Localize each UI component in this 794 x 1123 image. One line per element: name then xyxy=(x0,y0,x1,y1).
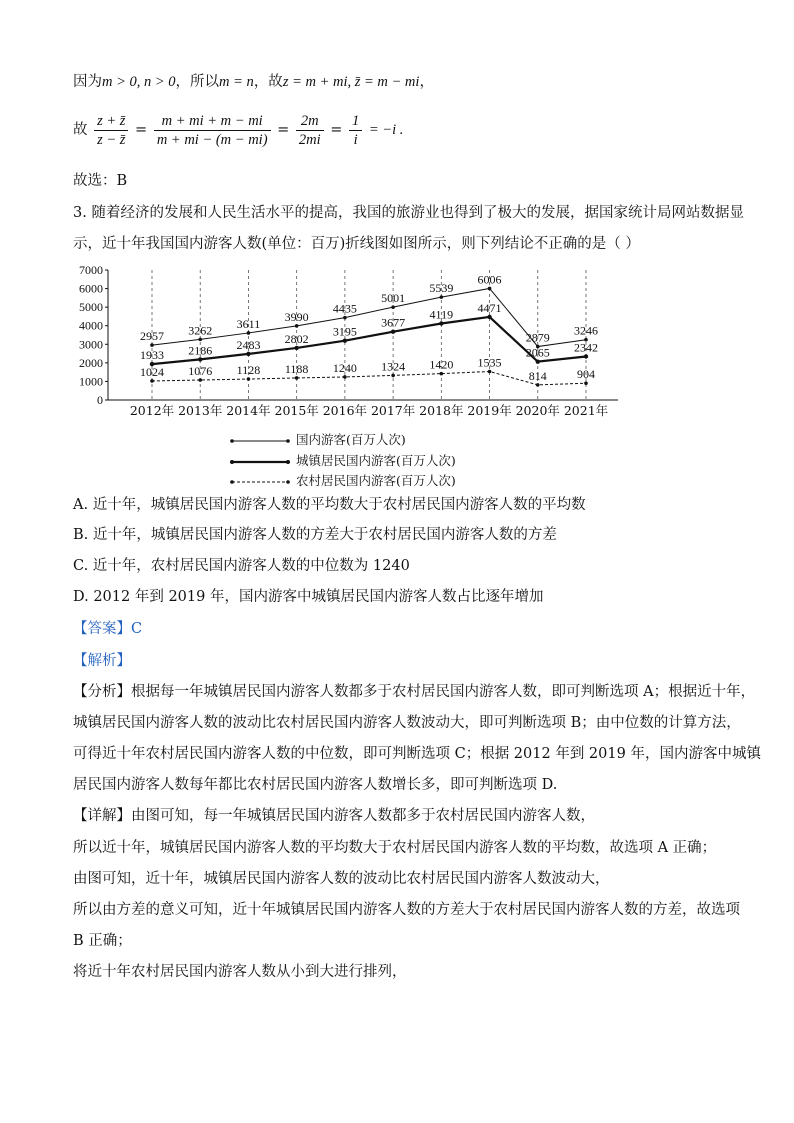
data-point xyxy=(584,381,588,385)
answer-line: 故选：B xyxy=(73,173,128,189)
data-label: 5001 xyxy=(381,291,406,306)
answer-tag: 【答案】C xyxy=(73,621,143,637)
y-tick-label: 7000 xyxy=(79,263,103,277)
numerator: z + z̄ xyxy=(94,112,128,131)
question-3-line-1: 3. 随着经济的发展和人民生活水平的提高，我国的旅游业也得到了极大的发展，据国家统计局网站数据显 xyxy=(73,205,744,221)
data-point xyxy=(488,287,492,291)
line-fraction xyxy=(73,111,403,149)
denominator: 2mi xyxy=(298,131,321,148)
data-label: 2342 xyxy=(574,340,598,355)
legend-swatch xyxy=(230,437,290,445)
numerator: m + mi + m − mi xyxy=(154,112,271,131)
option-b: B. 近十年，城镇居民国内游客人数的方差大于农村居民国内游客人数的方差 xyxy=(73,527,557,543)
data-point xyxy=(488,370,492,374)
x-tick-label: 2013年 xyxy=(178,403,223,418)
fraction-3 xyxy=(296,112,324,149)
detail-line-3: 由图可知，近十年，城镇居民国内游客人数的波动比农村居民国内游客人数波动大， xyxy=(73,871,610,887)
data-label: 1933 xyxy=(140,348,164,363)
data-point xyxy=(440,372,444,376)
data-label: 2957 xyxy=(140,329,164,344)
data-point xyxy=(391,305,395,309)
y-tick-label: 0 xyxy=(97,393,103,407)
denominator: i xyxy=(353,131,358,148)
detail-line-6: 将近十年农村居民国内游客人数从小到大进行排列， xyxy=(73,964,407,980)
data-label: 5539 xyxy=(429,281,454,296)
y-tick-label: 5000 xyxy=(79,300,103,315)
line-chart xyxy=(70,262,630,422)
data-point xyxy=(198,378,202,382)
y-tick-label: 6000 xyxy=(79,281,103,296)
line-condition xyxy=(73,72,434,92)
question-3-line-2: 示，近十年我国国内游客人数(单位：百万)折线图如图所示，则下列结论不正确的是（ ） xyxy=(73,236,640,252)
x-tick-label: 2018年 xyxy=(419,403,464,418)
data-label: 1240 xyxy=(332,360,357,375)
data-label: 3262 xyxy=(188,323,213,338)
data-label: 3677 xyxy=(381,315,406,330)
math-z: z = m + mi, z̄ = m − mi xyxy=(282,74,420,90)
data-label: 3195 xyxy=(332,324,357,339)
option-c: C. 近十年，农村居民国内游客人数的中位数为 1240 xyxy=(73,558,410,574)
text: ， xyxy=(419,74,434,90)
data-point xyxy=(295,376,299,380)
data-point xyxy=(246,352,250,356)
text: ，故 xyxy=(253,74,283,90)
data-label: 3611 xyxy=(236,316,261,331)
fraction-4 xyxy=(349,112,362,149)
data-label: 1128 xyxy=(236,363,261,378)
legend-item-domestic xyxy=(230,430,406,448)
data-label: 1024 xyxy=(140,364,164,379)
data-point xyxy=(343,338,347,342)
data-point xyxy=(440,295,444,299)
detail-line-2: 所以近十年，城镇居民国内游客人数的平均数大于农村居民国内游客人数的平均数，故选项 A 正确； xyxy=(73,840,717,856)
legend-label: 城镇居民国内游客(百万人次) xyxy=(296,453,456,468)
data-point xyxy=(294,346,298,350)
y-tick-label: 3000 xyxy=(79,337,103,352)
data-point xyxy=(584,354,588,358)
x-tick-label: 2014年 xyxy=(226,403,271,418)
data-label: 4119 xyxy=(429,307,454,322)
data-point xyxy=(439,321,443,325)
data-point xyxy=(343,316,347,320)
fraction-2 xyxy=(154,112,271,149)
data-label: 1535 xyxy=(477,355,502,370)
equals-sign: = xyxy=(330,122,343,138)
y-tick-label: 1000 xyxy=(79,374,103,389)
text: 故 xyxy=(73,122,88,138)
text: ，所以 xyxy=(175,74,220,90)
data-label: 1188 xyxy=(284,361,309,376)
data-label: 1076 xyxy=(188,364,213,379)
numerator: 2m xyxy=(296,112,324,131)
data-label: 2802 xyxy=(284,331,309,346)
x-tick-label: 2015年 xyxy=(274,403,319,418)
data-label: 1324 xyxy=(381,359,406,374)
data-label: 814 xyxy=(528,368,547,383)
equals-sign: = xyxy=(277,122,290,138)
data-point xyxy=(150,379,154,383)
analysis-line-2: 城镇居民国内游客人数的波动比农村居民国内游客人数波动大，即可判断选项 B；由中位数的计算方法， xyxy=(73,715,741,731)
fraction-1 xyxy=(94,112,128,149)
denominator: m + mi − (m − mi) xyxy=(156,131,268,148)
data-point xyxy=(536,359,540,363)
x-tick-label: 2012年 xyxy=(129,403,175,418)
legend-label: 国内游客(百万人次) xyxy=(296,432,406,447)
math-condition: m > 0, n > 0 xyxy=(102,74,176,90)
data-point xyxy=(536,383,540,387)
series-line-0 xyxy=(152,288,586,346)
x-tick-label: 2021年 xyxy=(563,403,609,418)
x-tick-label: 2019年 xyxy=(467,403,512,418)
data-label: 2879 xyxy=(525,330,550,345)
detail-line-4: 所以由方差的意义可知，近十年城镇居民国内游客人数的方差大于农村居民国内游客人数的方差，故选项 xyxy=(73,902,740,918)
math-equality: m = n xyxy=(219,74,254,90)
x-tick-label: 2016年 xyxy=(322,403,368,418)
data-point xyxy=(391,330,395,334)
analysis-line-1: 【分析】根据每一年城镇居民国内游客人数都多于农村居民国内游客人数，即可判断选项 A；根据近十年， xyxy=(73,684,756,700)
detail-line-1: 【详解】由图可知，每一年城镇居民国内游客人数都多于农村居民国内游客人数， xyxy=(73,808,595,824)
data-label: 4435 xyxy=(332,301,357,316)
data-label: 2483 xyxy=(236,337,261,352)
x-tick-label: 2017年 xyxy=(370,403,416,418)
data-point xyxy=(343,375,347,379)
data-point xyxy=(150,343,154,347)
legend-label: 农村居民国内游客(百万人次) xyxy=(296,473,456,488)
data-label: 2065 xyxy=(525,345,550,360)
legend-item-urban xyxy=(230,451,456,469)
analysis-tag: 【解析】 xyxy=(73,653,131,669)
numerator: 1 xyxy=(349,112,362,131)
data-label: 3246 xyxy=(574,323,598,338)
data-point xyxy=(247,377,251,381)
analysis-line-3: 可得近十年农村居民国内游客人数的中位数，即可判断选项 C；根据 2012 年到 2019 年，国内游客中城镇 xyxy=(73,746,761,762)
analysis-line-4: 居民国内游客人数每年都比农村居民国内游客人数增长多，即可判断选项 D. xyxy=(73,777,558,793)
text: 因为 xyxy=(73,74,102,90)
data-point xyxy=(198,338,202,342)
detail-line-5: B 正确； xyxy=(73,933,132,949)
denominator: z − z̄ xyxy=(97,131,126,148)
series-line-1 xyxy=(152,317,586,364)
data-point xyxy=(391,374,395,378)
legend-item-rural xyxy=(230,471,456,489)
data-label: 904 xyxy=(577,367,595,382)
data-point xyxy=(487,315,491,319)
equals-sign: = xyxy=(135,122,148,138)
legend-swatch xyxy=(230,478,290,486)
option-d: D. 2012 年到 2019 年，国内游客中城镇居民国内游客人数占比逐年增加 xyxy=(73,589,544,605)
data-label: 6006 xyxy=(477,272,502,287)
data-point xyxy=(247,331,251,335)
legend-swatch xyxy=(230,458,290,466)
data-label: 4471 xyxy=(477,300,502,315)
y-tick-label: 2000 xyxy=(79,355,103,370)
option-a: A. 近十年，城镇居民国内游客人数的平均数大于农村居民国内游客人数的平均数 xyxy=(73,497,586,513)
data-point xyxy=(295,324,299,328)
x-tick-label: 2020年 xyxy=(515,403,560,418)
data-label: 3990 xyxy=(284,309,309,324)
data-label: 2186 xyxy=(188,343,213,358)
data-label: 1420 xyxy=(429,357,454,372)
y-tick-label: 4000 xyxy=(79,318,103,333)
data-point xyxy=(198,357,202,361)
math-result: = −i . xyxy=(368,122,404,138)
